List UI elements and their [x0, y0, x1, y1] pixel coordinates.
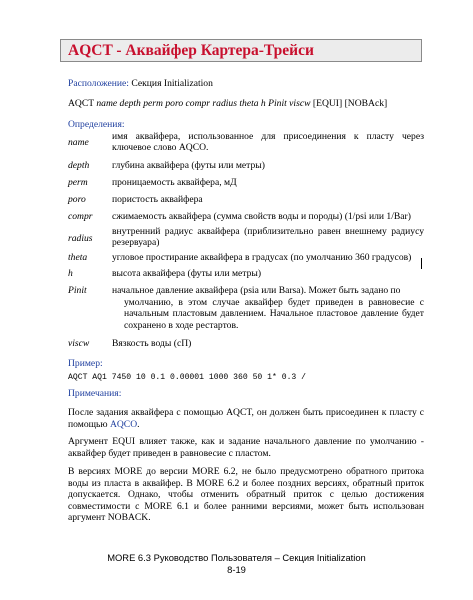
term-compr: compr	[68, 211, 93, 222]
syntax-line	[68, 98, 387, 109]
location-line	[68, 78, 213, 90]
note-2: Аргумент EQUI влияет также, как и задание начального давление по умолчанию - аквайфер будет приведен в равновесие с пластом.	[68, 436, 424, 459]
syntax-options: [EQUI] [NOBAck]	[310, 98, 388, 109]
def-pinit: начальное давление аквайфера (psia или Barsa). Может быть задано по	[112, 285, 401, 296]
def-compr: сжимаемость аквайфера (сумма свойств воды и породы) (1/psi или 1/Bar)	[112, 211, 411, 222]
note-1-end: .	[137, 418, 140, 430]
term-perm: perm	[68, 177, 88, 188]
def-radius: внутренний радиус аквайфера (приблизительно равен внешнему радиусу резервуара)	[112, 226, 424, 249]
def-perm: проницаемость аквайфера, мД	[112, 177, 237, 188]
example-code: AQCT AQ1 7450 10 0.1 0.00001 1000 360 50 1* 0.3 /	[68, 373, 306, 382]
term-theta: theta	[68, 252, 88, 263]
term-pinit: Pinit	[68, 285, 87, 296]
note-1-text: После задания аквайфера с помощью AQCT, он должен быть присоединен к пласту с помощью	[68, 407, 424, 430]
syntax-keyword: AQCT	[68, 98, 97, 109]
def-theta: угловое простирание аквайфера в градусах (по умолчанию 360 градусов)	[112, 252, 412, 263]
def-poro: пористость аквайфера	[112, 194, 203, 205]
def-name: имя аквайфера, использованное для присоединения к пласту через ключевое слово AQCO.	[112, 131, 424, 154]
definitions-heading: Определения:	[68, 119, 125, 130]
def-pinit-continued: умолчанию, в этом случае аквайфер будет приведен в равновесие с начальным пластовым давлением. Начальное пластовое давление будет сохранено в ходе рестартов.	[124, 297, 424, 331]
note-3: В версиях MORE до версии MORE 6.2, не было предусмотрено обратного притока воды из пласта в аквайфер. В MORE 6.2 и более поздних версиях, обратный приток допускается. Однако, чтобы отменить обратный приток с целью достижения совместимости с MORE 6.1 и более ранними версиями, может быть использован аргумент NOBACK.	[68, 466, 424, 524]
page-title: AQCT - Аквайфер Картера-Трейси	[68, 42, 314, 59]
term-h: h	[68, 268, 73, 279]
example-heading: Пример:	[68, 358, 103, 369]
location-value: Секция Initialization	[128, 78, 213, 89]
text-cursor	[421, 258, 422, 269]
term-radius: radius	[68, 233, 93, 244]
note-1	[68, 407, 424, 430]
term-name: name	[68, 137, 89, 148]
notes-heading: Примечания:	[68, 388, 122, 399]
footer-title: MORE 6.3 Руководство Пользователя – Секция Initialization	[107, 552, 366, 563]
syntax-params: name depth perm poro compr radius theta h Pinit viscw	[96, 98, 311, 109]
footer-page-number: 8-19	[227, 564, 246, 575]
def-depth: глубина аквайфера (футы или метры)	[112, 160, 265, 171]
def-h: высота аквайфера (футы или метры)	[112, 268, 262, 279]
title-box	[60, 39, 422, 62]
term-poro: poro	[68, 194, 86, 205]
aqco-link[interactable]: AQCO	[109, 418, 138, 430]
def-viscw: Вязкость воды (сП)	[112, 338, 192, 349]
location-label: Расположение:	[68, 78, 129, 89]
term-viscw: viscw	[68, 338, 90, 349]
term-depth: depth	[68, 160, 90, 171]
